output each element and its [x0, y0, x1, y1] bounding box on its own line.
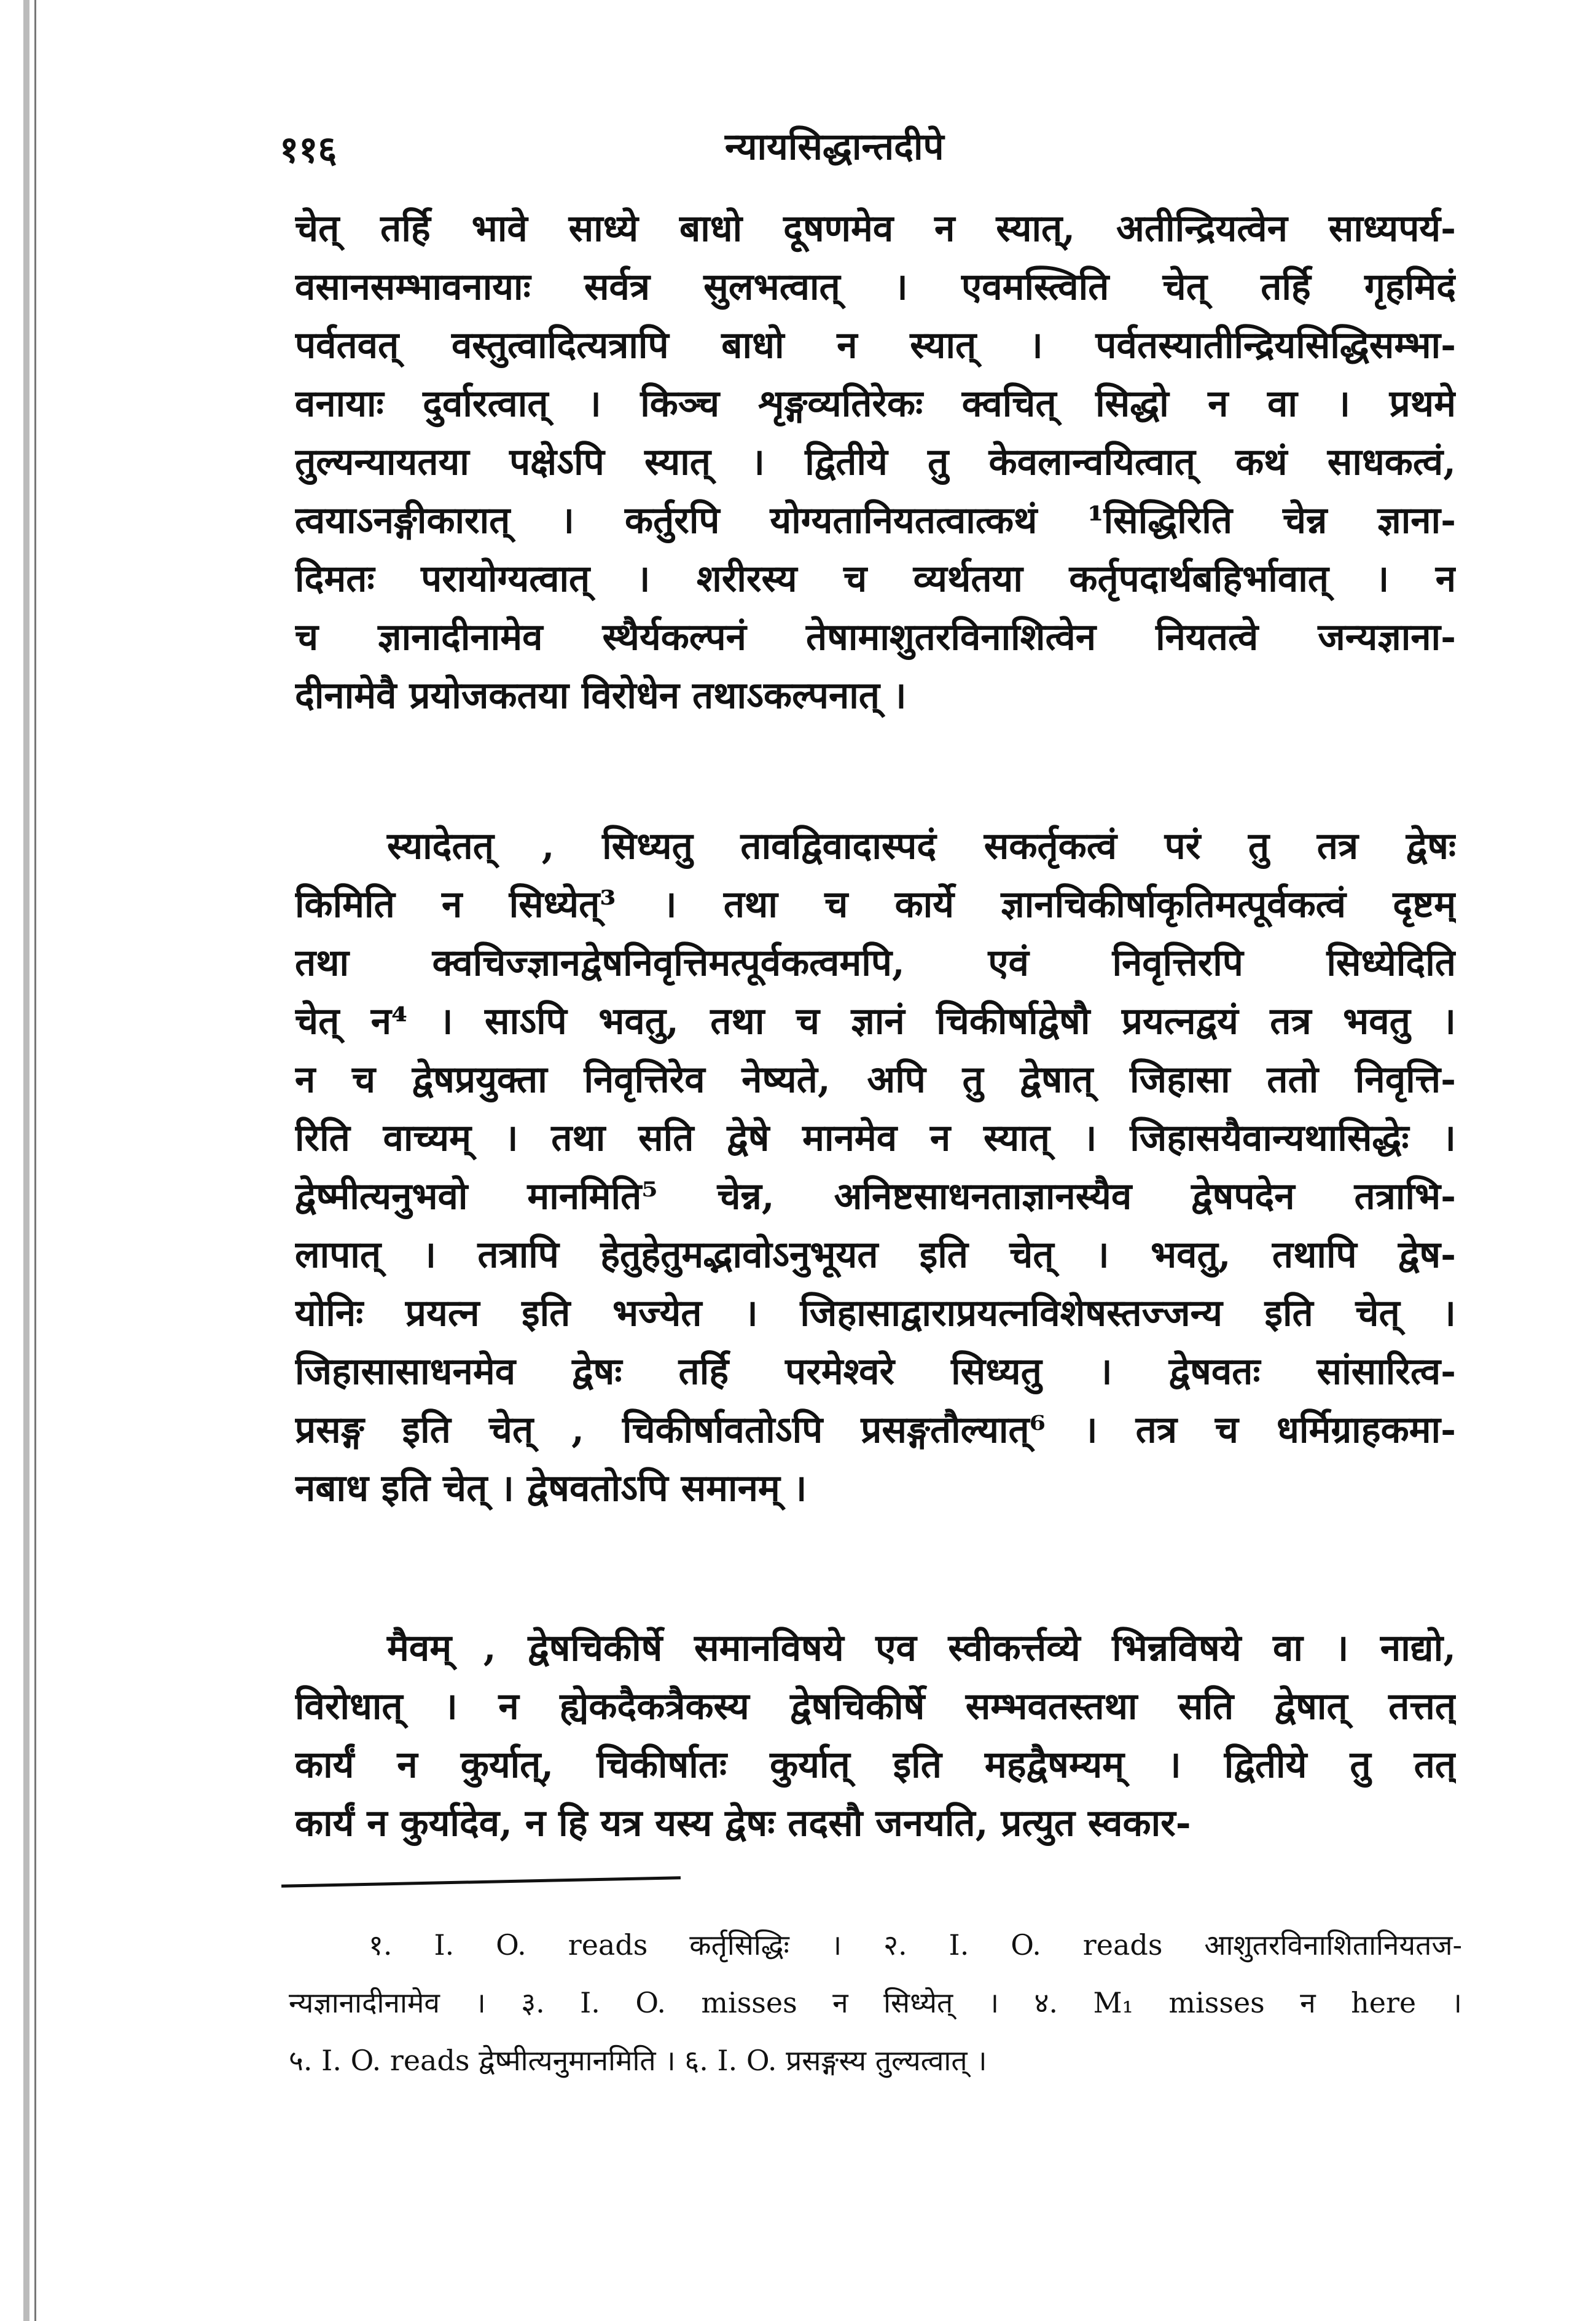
running-title: न्यायसिद्धान्तदीपे [725, 125, 944, 168]
text-line: च ज्ञानादीनामेव स्थैर्यकल्पनं तेषामाशुतरविनाशित्वेन नियतत्वे जन्यज्ञाना- [295, 616, 1456, 659]
text-line: कार्यं न कुर्यादेव, न हि यत्र यस्य द्वेषः तदसौ जनयति, प्रत्युत स्वकार- [295, 1802, 1191, 1845]
paragraph-2 [295, 817, 1456, 1518]
text-line: मैवम् , द्वेषचिकीर्षे समानविषये एव स्वीकर्त्तव्ये भिन्नविषये वा । नाद्यो, [387, 1627, 1456, 1670]
scan-edge-line [34, 0, 36, 2321]
text-line: चेत् तर्हि भावे साध्ये बाधो दूषणमेव न स्यात्, अतीन्द्रियत्वेन साध्यपर्य- [295, 207, 1456, 250]
scan-edge [23, 0, 29, 2321]
text-line: जिहासासाधनमेव द्वेषः तर्हि परमेश्वरे सिध्यतु । द्वेषवतः सांसारित्व- [295, 1350, 1456, 1393]
paragraph-1 [295, 200, 1456, 725]
text-line: पर्वतवत् वस्तुत्वादित्यत्रापि बाधो न स्यात् । पर्वतस्यातीन्द्रियसिद्धिसम्भा- [295, 324, 1456, 367]
text-line: न च द्वेषप्रयुक्ता निवृत्तिरेव नेष्यते, अपि तु द्वेषात् जिहासा ततो निवृत्ति- [295, 1058, 1456, 1101]
text-line: नबाध इति चेत् । द्वेषवतोऽपि समानम् । [295, 1467, 807, 1510]
footnote-rule [281, 1876, 681, 1888]
text-line: प्रसङ्ग इति चेत् , चिकीर्षावतोऽपि प्रसङ्गतौल्यात्⁶ । तत्र च धर्मिग्राहकमा- [295, 1408, 1456, 1451]
footnotes [289, 1916, 1462, 2089]
text-line: द्वेष्मीत्यनुभवो मानमिति⁵ चेन्न, अनिष्टसाधनताज्ञानस्यैव द्वेषपदेन तत्राभि- [295, 1175, 1456, 1218]
footnote-line: १. I. O. reads कर्तृसिद्धिः । २. I. O. reads आशुतरविनाशितानियतज- [369, 1928, 1462, 1962]
text-line: तथा क्वचिज्ज्ञानद्वेषनिवृत्तिमत्पूर्वकत्वमपि, एवं निवृत्तिरपि सिध्येदिति [295, 941, 1456, 984]
text-line: दिमतः परायोग्यत्वात् । शरीरस्य च व्यर्थतया कर्तृपदार्थबहिर्भावात् । न [295, 557, 1456, 600]
footnote-line: ५. I. O. reads द्वेष्मीत्यनुमानमिति । ६. I. O. प्रसङ्गस्य तुल्यत्वात् । [289, 2044, 987, 2077]
text-line: चेत् न⁴ । साऽपि भवतु, तथा च ज्ञानं चिकीर्षाद्वेषौ प्रयत्नद्वयं तत्र भवतु । [295, 1000, 1456, 1043]
text-line: योनिः प्रयत्न इति भज्येत । जिहासाद्वाराप्रयत्नविशेषस्तज्जन्य इति चेत् । [295, 1292, 1456, 1335]
text-line: वनायाः दुर्वारत्वात् । किञ्च शृङ्गव्यतिरेकः क्वचित् सिद्धो न वा । प्रथमे [295, 382, 1456, 425]
text-line: किमिति न सिध्येत्³ । तथा च कार्ये ज्ञानचिकीर्षाकृतिमत्पूर्वकत्वं दृष्टम् [295, 883, 1456, 926]
footnote-line: न्यज्ञानादीनामेव । ३. I. O. misses न सिध्येत् । ४. M₁ misses न here । [289, 1986, 1462, 2019]
text-line: वसानसम्भावनायाः सर्वत्र सुलभत्वात् । एवमस्त्विति चेत् तर्हि गृहमिदं [295, 265, 1456, 308]
text-line: तुल्यन्यायतया पक्षेऽपि स्यात् । द्वितीये तु केवलान्वयित्वात् कथं साधकत्वं, [295, 441, 1456, 484]
text-line: लापात् । तत्रापि हेतुहेतुमद्भावोऽनुभूयत इति चेत् । भवतु, तथापि द्वेष- [295, 1233, 1456, 1276]
text-line: त्वयाऽनङ्गीकारात् । कर्तुरपि योग्यतानियतत्वात्कथं ¹सिद्धिरिति चेन्न ज्ञाना- [295, 499, 1456, 542]
text-line: स्यादेतत् , सिध्यतु तावद्विवादास्पदं सकर्तृकत्वं परं तु तत्र द्वेषः [387, 825, 1456, 868]
text-line: विरोधात् । न ह्येकदैकत्रैकस्य द्वेषचिकीर्षे सम्भवतस्तथा सति द्वेषात् तत्तत् [295, 1685, 1456, 1728]
page-number: ११६ [280, 128, 337, 171]
text-line: रिति वाच्यम् । तथा सति द्वेषे मानमेव न स्यात् । जिहासयैवान्यथासिद्धेः । [295, 1117, 1456, 1160]
text-line: कार्यं न कुर्यात्, चिकीर्षातः कुर्यात् इति महद्वैषम्यम् । द्वितीये तु तत् [295, 1743, 1456, 1786]
text-line: दीनामेवै प्रयोजकतया विरोधेन तथाऽकल्पनात् । [295, 674, 907, 717]
paragraph-3 [295, 1619, 1456, 1853]
